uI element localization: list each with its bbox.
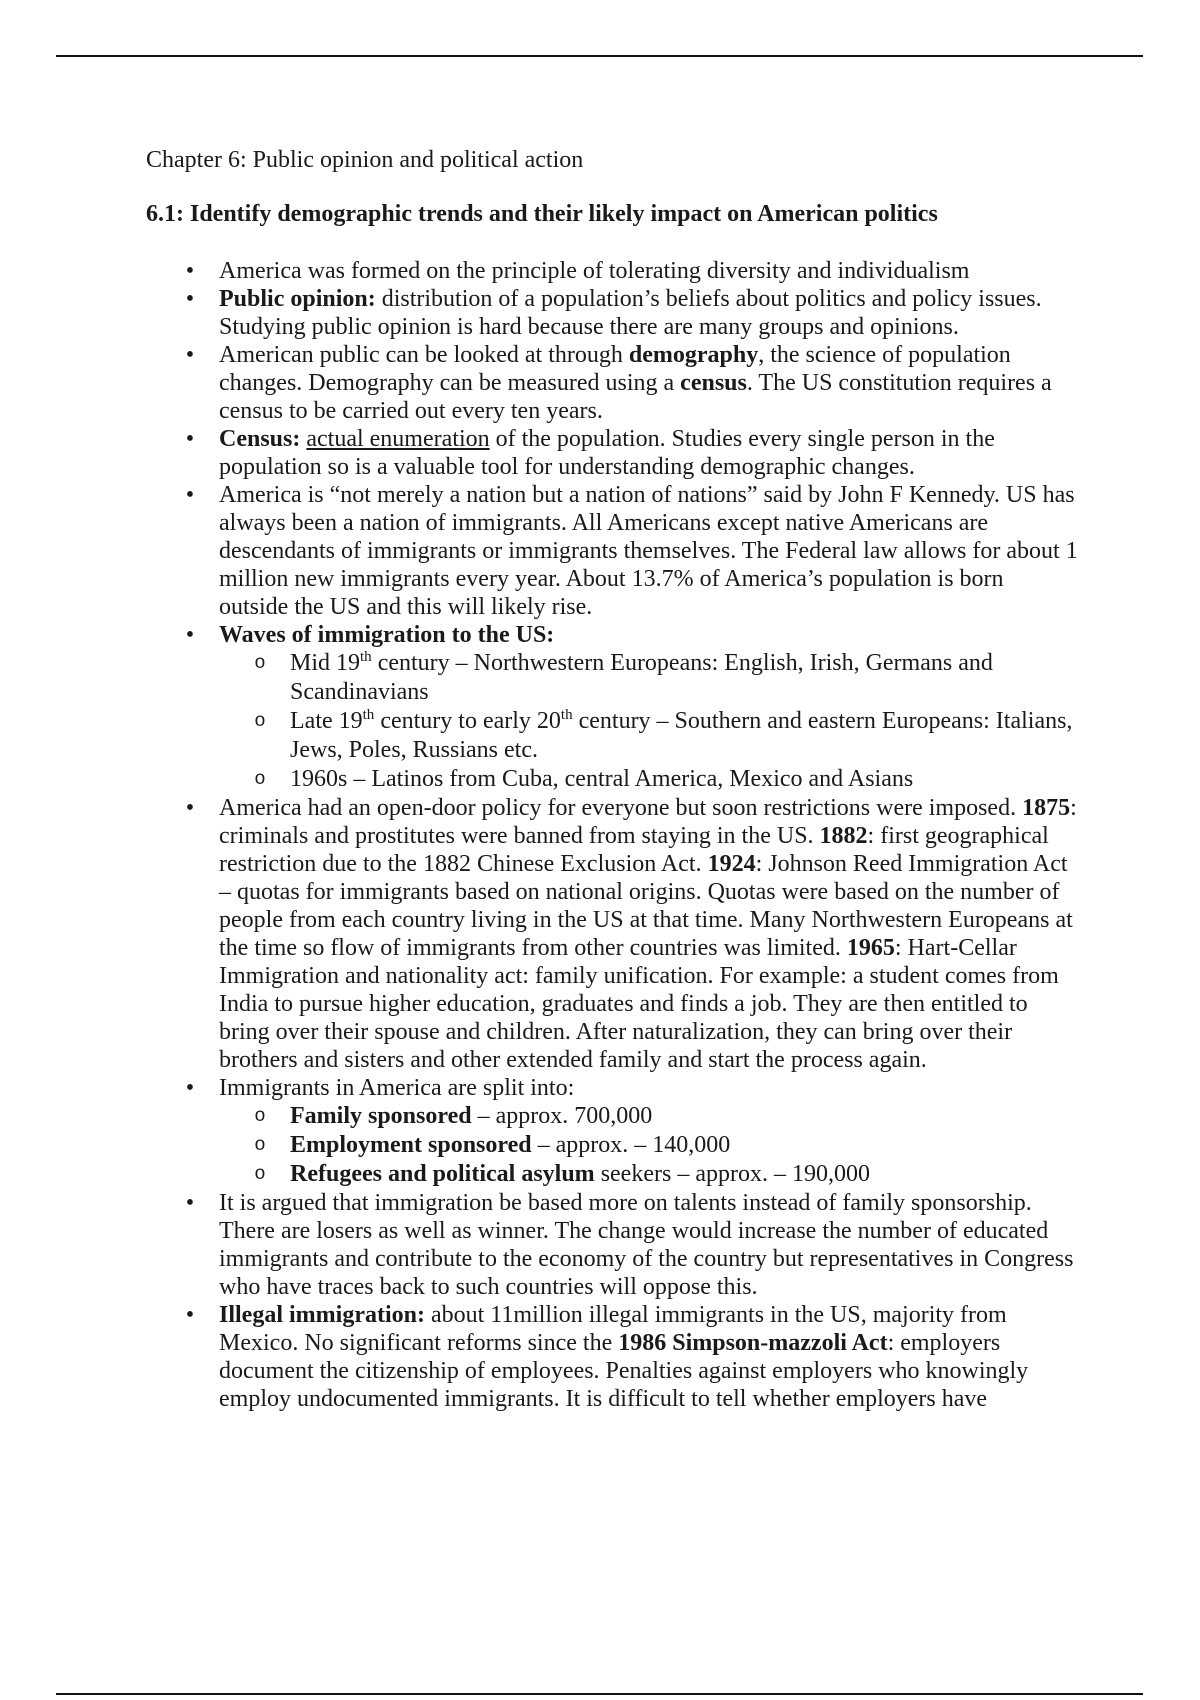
sub-bullet-list <box>254 1102 1078 1189</box>
sub-bullet-item <box>254 649 1078 707</box>
bullet-item-line <box>219 934 1078 962</box>
bullet-marker: • <box>185 1302 195 1328</box>
sub-bullet-item <box>254 1160 1078 1189</box>
text-run: document the citizenship of employees. Penalties against employers who knowingly <box>219 1358 1029 1384</box>
bullet-item-line <box>219 481 1078 509</box>
text-run: India to pursue higher education, graduates and finds a job. They are then entitled to <box>219 991 1028 1017</box>
text-run: American public can be looked at through <box>219 342 629 368</box>
bold-text: 1986 Simpson-mazzoli Act <box>618 1330 888 1356</box>
header-rule <box>56 55 1143 57</box>
bullet-item-line <box>219 1273 1078 1301</box>
sub-bullet-marker: o <box>254 768 266 790</box>
text-run: America had an open-door policy for everyone but soon restrictions were imposed. <box>219 795 1023 821</box>
text-run: : <box>1070 795 1077 821</box>
bold-text: census <box>680 370 747 396</box>
sub-bullet-marker: o <box>254 1134 266 1156</box>
bold-text: Census: <box>219 426 307 452</box>
bullet-item <box>185 481 1078 621</box>
bullet-item-line <box>219 794 1078 822</box>
underlined-text: actual enumeration <box>306 426 490 452</box>
bullet-item-line <box>219 313 1078 341</box>
bullet-item-line <box>219 1329 1078 1357</box>
text-run: seekers – approx. – 190,000 <box>594 1161 870 1187</box>
sub-bullet-item <box>254 707 1078 765</box>
bullet-marker: • <box>185 1075 195 1101</box>
text-run: descendants of immigrants or immigrants themselves. The Federal law allows for about 1 <box>219 538 1078 564</box>
bullet-item <box>185 285 1078 341</box>
bullet-item <box>185 1074 1078 1189</box>
sub-bullet-item-line <box>290 707 1078 736</box>
text-run: , the science of population <box>758 342 1011 368</box>
text-run: century – Northwestern Europeans: English, Irish, Germans and <box>371 650 993 676</box>
bullet-item-line <box>219 850 1078 878</box>
text-run: population so is a valuable tool for understanding demographic changes. <box>219 454 915 480</box>
text-run: bring over their spouse and children. After naturalization, they can bring over their <box>219 1019 1013 1045</box>
bullet-item-line <box>219 906 1078 934</box>
bullet-item-line <box>219 397 1078 425</box>
bold-text: 1965 <box>846 935 895 961</box>
sub-bullet-marker: o <box>254 1105 266 1127</box>
bold-text: 1882 <box>819 823 868 849</box>
sub-bullet-item <box>254 765 1078 794</box>
text-run: immigrants and contribute to the economy of the country but representatives in Congress <box>219 1246 1074 1272</box>
bullet-item <box>185 1301 1078 1413</box>
bullet-item-line <box>219 1301 1078 1329</box>
text-run: Studying public opinion is hard because there are many groups and opinions. <box>219 314 959 340</box>
text-run: outside the US and this will likely rise. <box>219 594 593 620</box>
bullet-item-line <box>219 565 1078 593</box>
section-heading: 6.1: Identify demographic trends and their likely impact on American politics <box>146 201 938 227</box>
text-run: people from each country living in the US at that time. Many Northwestern Europeans at <box>219 907 1073 933</box>
bold-text: Family sponsored <box>290 1103 472 1129</box>
text-run: America is “not merely a nation but a nation of nations” said by John F Kennedy. US has <box>219 482 1075 508</box>
sub-bullet-marker: o <box>254 710 266 732</box>
text-run: Jews, Poles, Russians etc. <box>290 737 538 763</box>
text-run: Late 19 <box>290 708 363 734</box>
sub-bullet-item-line <box>290 1131 1078 1160</box>
text-run: 1960s – Latinos from Cuba, central America, Mexico and Asians <box>290 766 914 792</box>
bullet-item-line <box>219 878 1078 906</box>
text-run: : Hart-Cellar <box>894 935 1017 961</box>
bullet-item-line <box>219 1217 1078 1245</box>
text-run: America was formed on the principle of tolerating diversity and individualism <box>219 258 970 284</box>
sub-bullet-item-line <box>290 765 1078 794</box>
text-run: : employers <box>887 1330 1001 1356</box>
text-run: the time so flow of immigrants from other countries was limited. <box>219 935 847 961</box>
bullet-item <box>185 341 1078 425</box>
sub-bullet-marker: o <box>254 1163 266 1185</box>
bullet-item-line <box>219 1046 1078 1074</box>
sub-bullet-list <box>254 649 1078 794</box>
bold-text: Refugees and political asylum <box>290 1161 595 1187</box>
bullet-marker: • <box>185 622 195 648</box>
sub-bullet-item-line <box>290 1102 1078 1131</box>
footer-rule <box>56 1693 1143 1695</box>
text-run: employ undocumented immigrants. It is difficult to tell whether employers have <box>219 1386 988 1412</box>
text-run: criminals and prostitutes were banned from staying in the US. <box>219 823 820 849</box>
text-run: about 11million illegal immigrants in the US, majority from <box>424 1302 1007 1328</box>
text-run: Immigrants in America are split into: <box>219 1075 575 1101</box>
bold-text: demography <box>628 342 759 368</box>
bullet-item-line <box>219 425 1078 453</box>
bullet-item-line <box>219 537 1078 565</box>
text-run: million new immigrants every year. About 13.7% of America’s population is born <box>219 566 1004 592</box>
bullet-item-line <box>219 990 1078 1018</box>
text-run: century to early 20 <box>374 708 561 734</box>
sub-bullet-item-line <box>290 678 1078 707</box>
superscript-text: th <box>560 707 573 723</box>
sub-bullet-item-line <box>290 649 1078 678</box>
bullet-item-line <box>219 257 1078 285</box>
bold-text: Employment sponsored <box>290 1132 532 1158</box>
text-run: It is argued that immigration be based more on talents instead of family sponsorship. <box>219 1190 1032 1216</box>
bullet-item-line <box>219 1245 1078 1273</box>
text-run: restriction due to the 1882 Chinese Exclusion Act. <box>219 851 708 877</box>
text-run: always been a nation of immigrants. All Americans except native Americans are <box>219 510 989 536</box>
bullet-marker: • <box>185 795 195 821</box>
bullet-item <box>185 794 1078 1074</box>
text-run: who have traces back to such countries will oppose this. <box>219 1274 758 1300</box>
bullet-item-line <box>219 285 1078 313</box>
text-run: Mexico. No significant reforms since the <box>219 1330 619 1356</box>
text-run: Immigration and nationality act: family unification. For example: a student comes from <box>219 963 1059 989</box>
text-run: : first geographical <box>867 823 1049 849</box>
bullet-item-line <box>219 1357 1078 1385</box>
text-run: of the population. Studies every single person in the <box>489 426 995 452</box>
bullet-list <box>185 257 1078 1413</box>
bullet-marker: • <box>185 286 195 312</box>
text-run: There are losers as well as winner. The change would increase the number of educated <box>219 1218 1049 1244</box>
bullet-item <box>185 257 1078 285</box>
bullet-item-line <box>219 822 1078 850</box>
sub-bullet-item <box>254 1131 1078 1160</box>
text-run: brothers and sisters and other extended family and start the process again. <box>219 1047 927 1073</box>
bullet-item-line <box>219 1018 1078 1046</box>
bullet-marker: • <box>185 258 195 284</box>
bullet-item-line <box>219 369 1078 397</box>
sub-bullet-item <box>254 1102 1078 1131</box>
text-run: Mid 19 <box>290 650 361 676</box>
superscript-text: th <box>360 649 372 665</box>
chapter-title: Chapter 6: Public opinion and political action <box>146 147 584 173</box>
bold-text: Waves of immigration to the US: <box>219 622 555 648</box>
bullet-item-line <box>219 1385 1078 1413</box>
bullet-item-line <box>219 621 1078 649</box>
text-run: : Johnson Reed Immigration Act <box>755 851 1068 877</box>
bullet-item-line <box>219 962 1078 990</box>
text-run: – quotas for immigrants based on national origins. Quotas were based on the number of <box>219 879 1060 905</box>
bold-text: Illegal immigration: <box>219 1302 425 1328</box>
sub-bullet-item-line <box>290 1160 1078 1189</box>
bullet-item-line <box>219 593 1078 621</box>
bold-text: 1875 <box>1022 795 1071 821</box>
bullet-item-line <box>219 1189 1078 1217</box>
text-run: changes. Demography can be measured using a <box>219 370 681 396</box>
bullet-item-line <box>219 1074 1078 1102</box>
sub-bullet-marker: o <box>254 652 266 674</box>
bullet-marker: • <box>185 1190 195 1216</box>
bold-text: Public opinion: <box>219 286 376 312</box>
bullet-item-line <box>219 509 1078 537</box>
bullet-item-line <box>219 341 1078 369</box>
text-run: Scandinavians <box>290 679 429 705</box>
bullet-marker: • <box>185 482 195 508</box>
text-run: . The US constitution requires a <box>746 370 1052 396</box>
bullet-item <box>185 621 1078 794</box>
text-run: distribution of a population’s beliefs about politics and policy issues. <box>375 286 1042 312</box>
bullet-marker: • <box>185 426 195 452</box>
sub-bullet-item-line <box>290 736 1078 765</box>
bullet-item <box>185 1189 1078 1301</box>
bullet-marker: • <box>185 342 195 368</box>
text-run: – approx. – 140,000 <box>531 1132 731 1158</box>
text-run: – approx. 700,000 <box>471 1103 653 1129</box>
bullet-item-line <box>219 453 1078 481</box>
bullet-item <box>185 425 1078 481</box>
bold-text: 1924 <box>707 851 756 877</box>
superscript-text: th <box>362 707 375 723</box>
text-run: census to be carried out every ten years. <box>219 398 603 424</box>
text-run: century – Southern and eastern Europeans: Italians, <box>572 708 1073 734</box>
